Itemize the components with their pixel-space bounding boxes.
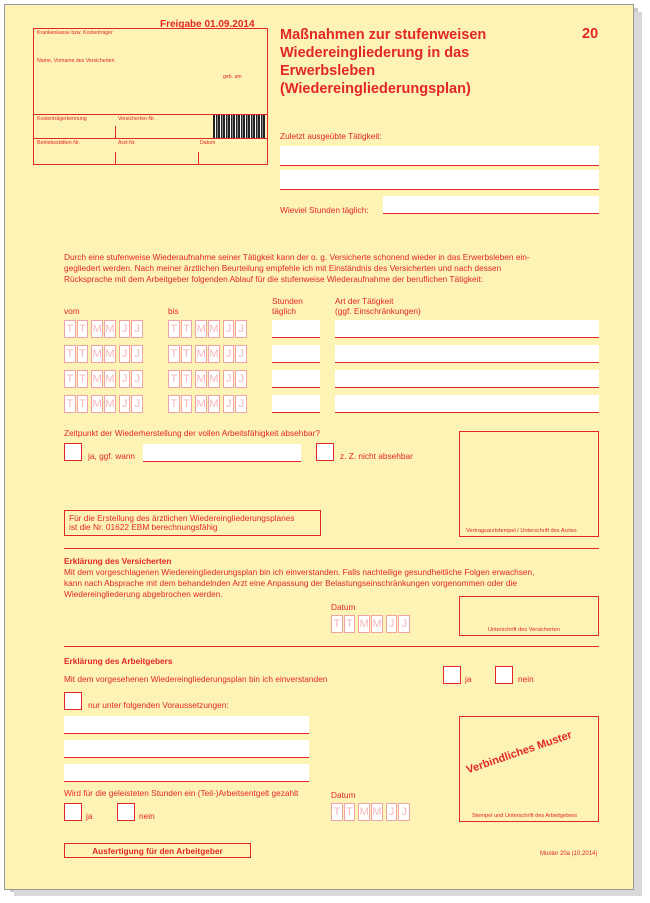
col-hours-header: Stunden täglich (272, 296, 303, 316)
col-from-header: vom (64, 306, 80, 316)
col-activity-header: Art der Tätigkeit (ggf. Einschränkungen) (335, 296, 421, 316)
insured-signature-label: Unterschrift des Versicherten (488, 627, 560, 633)
conditions-field-3[interactable] (64, 764, 309, 782)
doctor-stamp-box[interactable] (459, 431, 599, 537)
insured-no-label: Versicherten-Nr. (118, 116, 156, 122)
employer-no-label: nein (518, 674, 534, 684)
form-code: Muster 20a (10.2014) (540, 851, 598, 857)
to-date-3[interactable]: T T M M J J (168, 370, 248, 388)
employer-agree-text: Mit dem vorgesehenen Wiedereingliederungsplan bin ich einverstanden (64, 674, 328, 684)
watermark: Verbindliches Muster (465, 728, 574, 777)
col-to-header: bis (168, 306, 179, 316)
name-label: Name, Vorname des Versicherten (37, 58, 115, 64)
activity-field-4[interactable] (335, 395, 599, 413)
insured-date-label: Datum (331, 602, 356, 612)
pay-yes-checkbox[interactable] (64, 803, 82, 821)
from-date-2[interactable]: T T M M J J (64, 345, 144, 363)
intro-text: Durch eine stufenweise Wiederaufnahme seiner Tätigkeit kann der o. g. Versicherte schonend wieder in das Erwerbsleben ein- gegliedert werden. Nach meiner ärztlichen Beurteilung empfehle ich mit Einständnis des Versicherten und nach dessen Rücksprache mit dem Arbeitgeber folgenden Ablauf für die stufenweise Wiederaufnahme der beruflichen Tätigkeit: (64, 252, 530, 284)
employer-yes-checkbox[interactable] (443, 666, 461, 684)
hours-field-2[interactable] (272, 345, 320, 363)
pay-question: Wird für die geleisteten Stunden ein (Teil-)Arbeitsentgelt gezahlt (64, 788, 299, 798)
pay-yes-label: ja (86, 811, 93, 821)
form-number: 20 (582, 26, 599, 42)
employer-stamp-label: Stempel und Unterschrift des Arbeitgebers (472, 813, 578, 819)
activity-field-1[interactable] (335, 320, 599, 338)
to-date-4[interactable]: T T M M J J (168, 395, 248, 413)
billing-note: Für die Erstellung des ärztlichen Wiedereingliederungsplanes ist die Nr. 01622 EBM berechnungsfähig (69, 513, 295, 532)
hours-daily-field[interactable] (383, 196, 599, 214)
payer-id-label: Kostenträgerkennung (37, 116, 87, 122)
recovery-yes-label: ja, ggf. wann (88, 451, 136, 461)
recovery-no-checkbox[interactable] (316, 443, 334, 461)
hours-field-1[interactable] (272, 320, 320, 338)
hours-daily-label: Wieviel Stunden täglich: (280, 205, 369, 215)
to-date-2[interactable]: T T M M J J (168, 345, 248, 363)
to-date-1[interactable]: T T M M J J (168, 320, 248, 338)
doctor-no-label: Arzt-Nr. (118, 140, 136, 146)
employer-yes-label: ja (465, 674, 472, 684)
hours-field-4[interactable] (272, 395, 320, 413)
recovery-question: Zeitpunkt der Wiederherstellung der vollen Arbeitsfähigkeit absehbar? (64, 428, 320, 438)
last-activity-field-2[interactable] (280, 170, 599, 190)
from-date-4[interactable]: T T M M J J (64, 395, 144, 413)
insured-decl-text: Mit dem vorgeschlagenen Wiedereingliederungsplan bin ich einverstanden. Falls nachteilige gesundheitliche Folgen erwachsen, kann nach Absprache mit dem behandelnden Arzt eine Anpassung der Belastungseinschränkungen vorgenommen oder die Wiedereingliederung abgebrochen werden. (64, 567, 535, 599)
activity-field-2[interactable] (335, 345, 599, 363)
from-date-3[interactable]: T T M M J J (64, 370, 144, 388)
employer-no-checkbox[interactable] (495, 666, 513, 684)
release-label: Freigabe 01.09.2014 (160, 19, 255, 30)
recovery-yes-checkbox[interactable] (64, 443, 82, 461)
conditions-label: nur unter folgenden Voraussetzungen: (88, 700, 229, 710)
form-title: Maßnahmen zur stufenweisen Wiedereingliederung in das Erwerbsleben (Wiedereingliederungsplan) (280, 27, 487, 97)
employer-date-field[interactable]: T T M M J J (331, 803, 411, 821)
conditions-field-1[interactable] (64, 716, 309, 734)
employer-decl-heading: Erklärung des Arbeitgebers (64, 656, 173, 666)
recovery-when-field[interactable] (143, 444, 301, 462)
conditions-checkbox[interactable] (64, 692, 82, 710)
insurer-label: Krankenkasse bzw. Kostenträger (37, 30, 113, 36)
employer-date-label: Datum (331, 790, 356, 800)
birth-label: geb. am (223, 74, 242, 80)
copy-label: Ausfertigung für den Arbeitgeber (92, 846, 223, 856)
date-label: Datum (200, 140, 216, 146)
last-activity-field-1[interactable] (280, 146, 599, 166)
last-activity-label: Zuletzt ausgeübte Tätigkeit: (280, 131, 382, 141)
site-no-label: Betriebsstätten-Nr. (37, 140, 80, 146)
pay-no-label: nein (139, 811, 155, 821)
conditions-field-2[interactable] (64, 740, 309, 758)
recovery-no-label: z. Z. nicht absehbar (340, 451, 413, 461)
activity-field-3[interactable] (335, 370, 599, 388)
doctor-stamp-label: Vertragsarztstempel / Unterschrift des Arztes (466, 528, 577, 534)
insured-decl-heading: Erklärung des Versicherten (64, 556, 172, 566)
barcode-icon (213, 115, 265, 138)
pay-no-checkbox[interactable] (117, 803, 135, 821)
from-date-1[interactable]: T T M M J J (64, 320, 144, 338)
hours-field-3[interactable] (272, 370, 320, 388)
insured-date-field[interactable]: T T M M J J (331, 615, 411, 633)
